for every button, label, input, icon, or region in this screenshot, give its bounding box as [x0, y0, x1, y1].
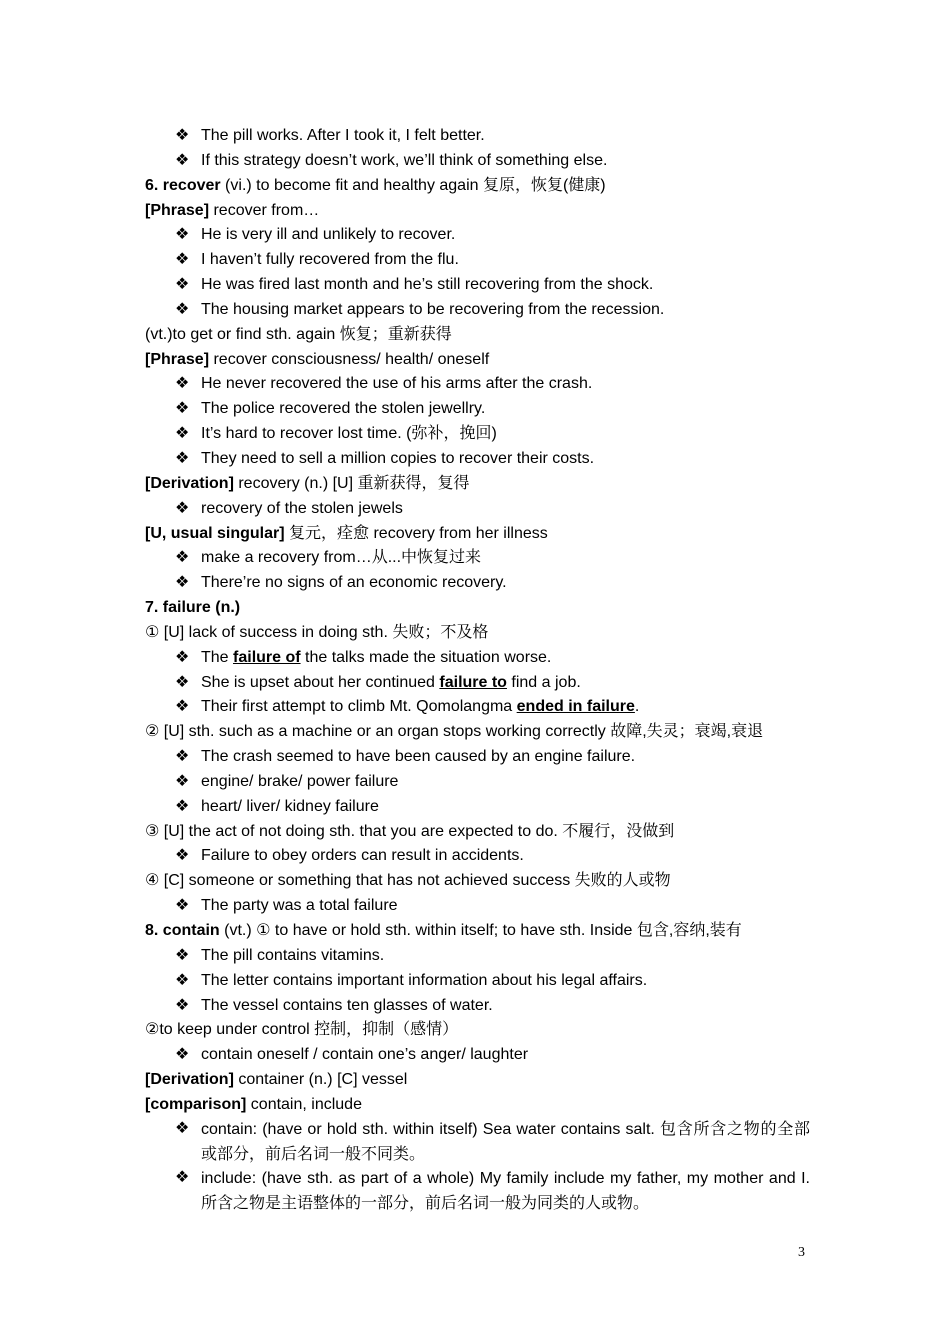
- comparison-item: ❖ contain: (have or hold sth. within itself) Sea water contains salt. 包含所含之物的全部或部分，前后名词一般不同类。: [175, 1119, 810, 1163]
- bullet-icon: ❖: [175, 499, 190, 517]
- example-line: ❖ He was fired last month and he’s still recovering from the shock.: [145, 273, 810, 298]
- example-line: ❖ It’s hard to recover lost time. (弥补，挽回): [145, 422, 810, 447]
- page-number: 3: [798, 1245, 805, 1260]
- bullet-icon: ❖: [175, 971, 190, 989]
- entry-heading-contain: 8. contain (vt.) ① to have or hold sth. within itself; to have sth. Inside 包含,容纳,装有: [145, 922, 742, 939]
- bullet-icon: ❖: [175, 549, 190, 567]
- bullet-icon: ❖: [175, 151, 190, 169]
- example-line: ❖ engine/ brake/ power failure: [145, 770, 810, 795]
- bullet-icon: ❖: [175, 698, 190, 716]
- example-line: ❖ If this strategy doesn’t work, we’ll think of something else.: [145, 149, 810, 174]
- example-line: ❖ There’re no signs of an economic recovery.: [145, 571, 810, 596]
- bullet-icon: ❖: [175, 300, 190, 318]
- example-line: ❖ The crash seemed to have been caused by an engine failure.: [145, 745, 810, 770]
- example-line: ❖ The party was a total failure: [145, 894, 810, 919]
- definition-line: ④ [C] someone or something that has not achieved success 失败的人或物: [145, 872, 671, 890]
- bullet-icon: ❖: [175, 797, 190, 815]
- bullet-icon: ❖: [175, 574, 190, 592]
- comparison-line: [comparison] contain, include: [145, 1095, 362, 1113]
- example-line: ❖ The pill works. After I took it, I felt better.: [145, 124, 810, 149]
- definition-line: ② [U] sth. such as a machine or an organ stops working correctly 故障,失灵；衰竭,衰退: [145, 723, 764, 741]
- definition-line: ① [U] lack of success in doing sth. 失败；不及格: [145, 623, 489, 641]
- bullet-icon: ❖: [175, 1119, 190, 1137]
- usage-line: [U, usual singular] 复元，痊愈 recovery from her illness: [145, 524, 548, 542]
- definition-line: ②to keep under control 控制，抑制（感情）: [145, 1021, 459, 1039]
- example-line: ❖ The pill contains vitamins.: [145, 944, 810, 969]
- bullet-icon: ❖: [175, 400, 190, 418]
- bullet-icon: ❖: [175, 897, 190, 915]
- example-line: ❖ contain oneself / contain one’s anger/ laughter: [145, 1043, 810, 1068]
- example-line: ❖ They need to sell a million copies to recover their costs.: [145, 447, 810, 472]
- example-line: ❖ The failure of the talks made the situation worse.: [145, 646, 810, 671]
- example-line: ❖ The letter contains important information about his legal affairs.: [145, 969, 810, 994]
- bullet-icon: ❖: [175, 648, 190, 666]
- bullet-icon: ❖: [175, 772, 190, 790]
- bullet-icon: ❖: [175, 1046, 190, 1064]
- example-line: ❖ The police recovered the stolen jewellry.: [145, 397, 810, 422]
- example-line: ❖ The housing market appears to be recovering from the recession.: [145, 298, 810, 323]
- example-line: ❖ Failure to obey orders can result in accidents.: [145, 844, 810, 869]
- bullet-icon: ❖: [175, 127, 190, 144]
- phrase-line: [Phrase] recover consciousness/ health/ oneself: [145, 350, 490, 368]
- example-line: ❖ make a recovery from…从...中恢复过来: [145, 546, 810, 571]
- bullet-icon: ❖: [175, 251, 190, 269]
- derivation-line: [Derivation] recovery (n.) [U] 重新获得，复得: [145, 474, 470, 492]
- entry-heading-recover: 6. recover (vi.) to become fit and healthy again 复原，恢复(健康): [145, 176, 606, 194]
- entry-heading-failure: 7. failure (n.): [145, 599, 241, 617]
- comparison-item: ❖ include: (have sth. as part of a whole) My family include my father, my mother and I. 所含之物是主语整体的一部分，前后名词一般为同类的人或物。: [175, 1169, 810, 1213]
- bullet-icon: ❖: [175, 449, 190, 467]
- bullet-icon: ❖: [175, 375, 190, 393]
- bullet-icon: ❖: [175, 996, 190, 1014]
- example-line: ❖ heart/ liver/ kidney failure: [145, 795, 810, 820]
- bullet-icon: ❖: [175, 946, 190, 964]
- example-line: ❖ He never recovered the use of his arms after the crash.: [145, 372, 810, 397]
- example-line: ❖ Their first attempt to climb Mt. Qomolangma ended in failure.: [145, 695, 810, 720]
- example-line: ❖ I haven’t fully recovered from the flu.: [145, 248, 810, 273]
- example-line: ❖ She is upset about her continued failure to find a job.: [145, 671, 810, 696]
- bullet-icon: ❖: [175, 276, 190, 294]
- bullet-icon: ❖: [175, 425, 190, 443]
- derivation-line: [Derivation] container (n.) [C] vessel: [145, 1071, 408, 1089]
- definition-line: ③ [U] the act of not doing sth. that you are expected to do. 不履行，没做到: [145, 822, 675, 840]
- bullet-icon: ❖: [175, 1169, 190, 1187]
- bullet-icon: ❖: [175, 847, 190, 865]
- example-line: ❖ recovery of the stolen jewels: [145, 497, 810, 522]
- definition-line: (vt.)to get or find sth. again 恢复；重新获得: [145, 325, 452, 343]
- phrase-line: [Phrase] recover from…: [145, 201, 320, 219]
- example-line: ❖ He is very ill and unlikely to recover.: [145, 223, 810, 248]
- document-body: [145, 124, 810, 1217]
- bullet-icon: ❖: [175, 748, 190, 766]
- example-line: ❖ The vessel contains ten glasses of water.: [145, 994, 810, 1019]
- bullet-icon: ❖: [175, 673, 190, 691]
- bullet-icon: ❖: [175, 226, 190, 244]
